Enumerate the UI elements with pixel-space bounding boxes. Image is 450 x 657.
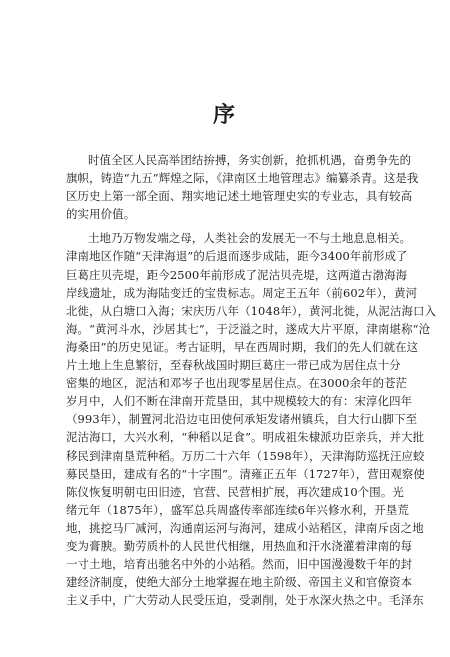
text-line: 旗帜，铸造“九五”辉煌之际，《津南区土地管理志》编纂杀青。这是我 bbox=[66, 171, 419, 186]
text-line: 巨葛庄贝壳堤，距今2500年前形成了泥沽贝壳堤，这两道古渤海海 bbox=[66, 267, 408, 282]
text-line: 海桑田”的历史见证。考古证明，早在西周时期，我们的先人们就在这 bbox=[66, 339, 419, 354]
text-line: 岸线遗址，成为海陆变迁的宝贵标志。周定王五年（前602年），黄河 bbox=[66, 285, 418, 300]
text-line: 土地乃万物发端之母，人类社会的发展无一不与土地息息相关。 bbox=[88, 231, 412, 246]
text-line: （993年），制置河北沿边屯田使何承矩发诸州镇兵，自大行山脚下至 bbox=[66, 412, 418, 427]
text-line: 建经济制度，使绝大部分土地掌握在地主阶级、帝国主义和官僚资本 bbox=[66, 575, 413, 590]
preface-title: 序 bbox=[212, 102, 237, 128]
text-line: 地，挑挖马厂减河，沟通南运河与海河，建成小站稻区，津南斥卤之地 bbox=[66, 520, 424, 535]
text-line: 密集的地区，泥沽和邓岑子也出现零星居住点。在3000余年的苍茫 bbox=[66, 376, 408, 391]
text-line: 移民到津南垦荒种稻。万历二十六年（1598年），天津海防巡抚汪应蛟 bbox=[66, 448, 425, 463]
text-line: 募民垦田，建成有名的“十字围”。清雍正五年（1727年），营田观察使 bbox=[66, 466, 425, 481]
text-line: 主义手中，广大劳动人民受压迫，受剥削，处于水深火热之中。毛泽东 bbox=[66, 593, 424, 608]
text-line: 岁月中，人们不断在津南开荒垦田，其中规模较大的有：宋淳化四年 bbox=[66, 394, 413, 409]
text-line: 泥沽海口，大兴水利，“种稻以足食”。明成祖朱棣派功臣亲兵，并大批 bbox=[66, 430, 425, 445]
text-line: 片土地上生息繁衍，至春秋战国时期巨葛庄一带已成为居住点十分 bbox=[66, 358, 401, 373]
text-line: 变为膏腴。勤劳质朴的人民世代相继，用热血和汗水浇灌着津南的每 bbox=[66, 538, 413, 553]
text-line: 海。“黄河斗水，沙居其七”，于泛溢之时，遂成大片平原，津南堪称“沧 bbox=[66, 321, 431, 336]
text-line: 北徙，从白塘口入海；宋庆历八年（1048年），黄河北徙，从泥沽海口入 bbox=[66, 303, 437, 318]
text-line: 区历史上第一部全面、翔实地记述土地管理史实的专业志，具有较高 bbox=[66, 189, 413, 204]
text-line: 一寸土地，培育出驰名中外的小站稻。然而，旧中国漫漫数千年的封 bbox=[66, 557, 413, 572]
text-line: 的实用价值。 bbox=[66, 207, 136, 222]
preface-body bbox=[66, 151, 437, 609]
text-line: 津南地区作随“天津海退”的后退而逐步成陆，距今3400年前形成了 bbox=[66, 249, 408, 264]
paragraph-2 bbox=[66, 229, 437, 609]
paragraph-1 bbox=[66, 151, 419, 223]
text-line: 时值全区人民高举团结拚搏，务实创新，抢抓机遇，奋勇争先的 bbox=[88, 153, 412, 167]
text-line: 陈仪恢复明朝屯田旧迹，官营、民营相扩展，再次建成10个围。光 bbox=[66, 484, 404, 499]
text-line: 绪元年（1875年），盛军总兵周盛传率部连续6年兴修水利，开垦荒 bbox=[66, 502, 409, 517]
